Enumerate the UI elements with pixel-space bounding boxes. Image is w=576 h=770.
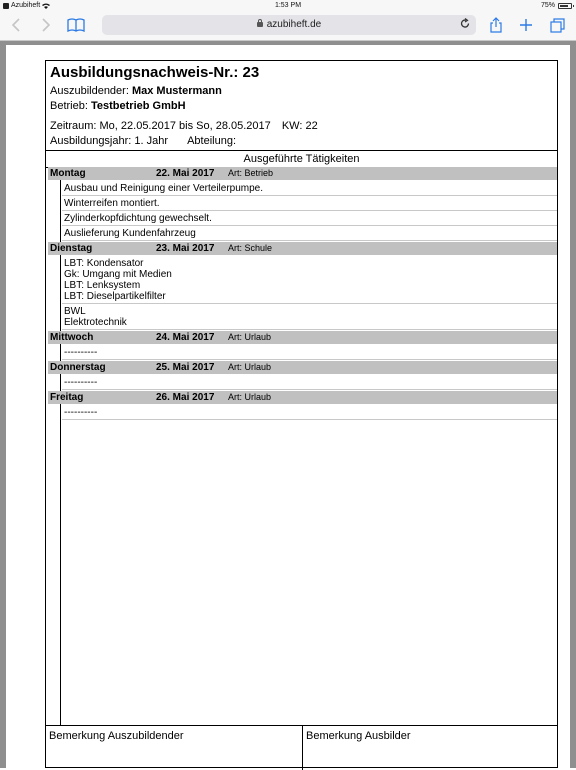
reload-icon[interactable] [460, 18, 470, 32]
day-header-dienstag [48, 242, 557, 255]
period: Zeitraum: Mo, 22.05.2017 bis So, 28.05.2017 [50, 120, 271, 132]
activity-entry: Winterreifen montiert. [62, 196, 557, 211]
activity-entry: ---------- [62, 345, 557, 360]
calendar-week: KW: 22 [281, 120, 318, 132]
day-name: Dienstag [50, 243, 93, 254]
day-type: Art: Schule [228, 243, 273, 253]
activity-entry: ---------- [62, 405, 557, 420]
day-header-donnerstag [48, 361, 557, 374]
day-date: 24. Mai 2017 [156, 332, 215, 343]
trainee-line [50, 85, 222, 97]
browser-toolbar [0, 12, 576, 41]
report-document [45, 60, 558, 768]
activity-entry: ---------- [62, 375, 557, 390]
url-text[interactable]: azubiheft.de [266, 19, 322, 30]
day-date: 23. Mai 2017 [156, 243, 215, 254]
company-label: Betrieb: [50, 100, 88, 112]
activity-entry: BWL Elektrotechnik [62, 304, 557, 330]
day-type: Art: Urlaub [228, 362, 272, 372]
activities-heading: Ausgeführte Tätigkeiten [46, 150, 557, 168]
back-icon[interactable] [8, 16, 24, 34]
company-line [50, 100, 186, 112]
remarks-footer [46, 725, 557, 770]
day-date: 22. Mai 2017 [156, 168, 215, 179]
day-name: Donnerstag [50, 362, 106, 373]
department: Abteilung: [187, 135, 237, 147]
status-bar [0, 0, 576, 12]
day-name: Montag [50, 168, 86, 179]
bookmarks-icon[interactable] [66, 16, 86, 34]
year-line [50, 135, 236, 147]
day-date: 26. Mai 2017 [156, 392, 215, 403]
training-year: Ausbildungsjahr: 1. Jahr [50, 135, 169, 147]
activity-entry: Zylinderkopfdichtung gewechselt. [62, 211, 557, 226]
activity-entry: LBT: Kondensator Gk: Umgang mit Medien LBT: Lenksystem LBT: Dieselpartikelfilter [62, 256, 557, 304]
back-app-label[interactable]: Azubiheft [11, 2, 41, 9]
day-header-mittwoch [48, 331, 557, 344]
activity-entry: Ausbau und Reinigung einer Verteilerpumpe. [62, 181, 557, 196]
battery-percent: 75% [540, 2, 555, 9]
company-name: Testbetrieb GmbH [90, 100, 186, 112]
day-name: Mittwoch [50, 332, 94, 343]
day-header-montag [48, 167, 557, 180]
clock: 1:53 PM [274, 2, 302, 9]
report-title: Ausbildungsnachweis-Nr.: 23 [50, 64, 260, 81]
activity-entry: Auslieferung Kundenfahrzeug [62, 226, 557, 241]
remark-trainer: Bemerkung Ausbilder [306, 730, 411, 742]
report-header [46, 61, 557, 151]
address-bar[interactable] [102, 15, 476, 35]
share-icon[interactable] [487, 16, 505, 34]
new-tab-icon[interactable] [517, 16, 535, 34]
status-right [541, 2, 572, 9]
day-header-freitag [48, 391, 557, 404]
trainee-label: Auszubildender: [50, 85, 129, 97]
day-type: Art: Urlaub [228, 392, 272, 402]
remark-trainee: Bemerkung Auszubildender [49, 730, 184, 742]
lock-icon [257, 22, 263, 27]
period-line [50, 120, 318, 132]
tabs-icon[interactable] [548, 16, 566, 34]
day-date: 25. Mai 2017 [156, 362, 215, 373]
day-type: Art: Urlaub [228, 332, 272, 342]
battery-icon [558, 3, 572, 9]
day-name: Freitag [50, 392, 84, 403]
day-type: Art: Betrieb [228, 168, 274, 178]
trainee-name: Max Mustermann [131, 85, 222, 97]
forward-icon[interactable] [38, 16, 54, 34]
